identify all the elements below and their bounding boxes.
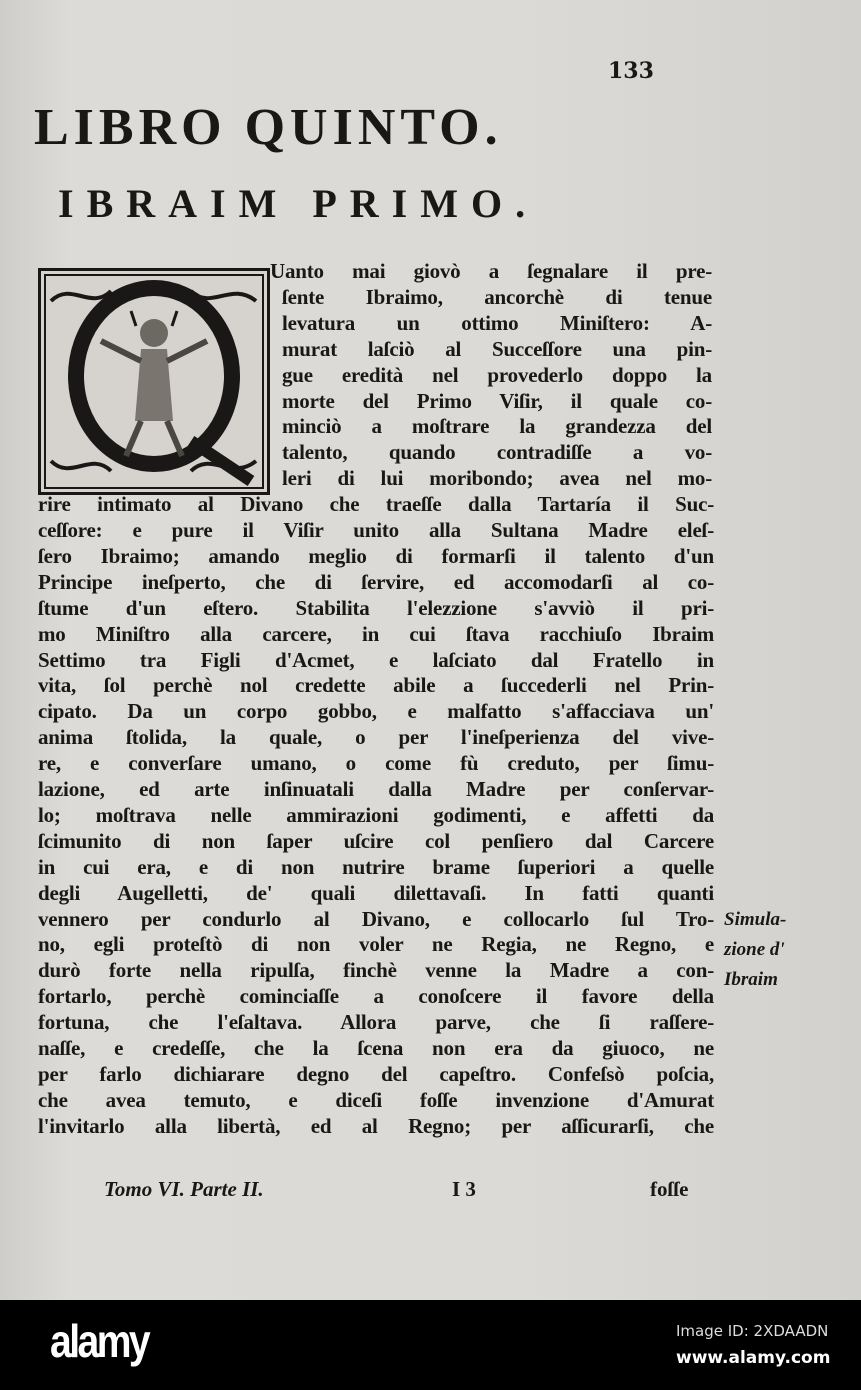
text-line: lo; moſtrava nelle ammirazioni godimenti, e affetti da [38, 802, 714, 827]
text-line: durò forte nella ripulſa, finchè venne la Madre a con- [38, 958, 714, 983]
text-line: morte del Primo Viſir, il quale co- [282, 388, 712, 413]
text-line: vita, ſol perchè nol credette abile a ſuccederli nel Prin- [38, 673, 714, 698]
text-line: re, e converſare umano, o come fù creduto, per ſimu- [38, 751, 714, 776]
book-title: LIBRO QUINTO. [34, 99, 503, 156]
margin-note-line: Simula- [724, 909, 787, 930]
text-line: no, egli proteſtò di non voler ne Regia, ne Regno, e [38, 932, 714, 957]
text-line: gue eredità nel provederlo doppo la [282, 362, 712, 387]
image-id: Image ID: 2XDAADN [676, 1322, 829, 1340]
text-line: per farlo dichiarare degno del capeſtro. Confeſsò poſcia, [38, 1061, 714, 1086]
text-line: naſſe, e credeſſe, che la ſcena non era da giuoco, ne [38, 1036, 714, 1060]
page-number: 133 [608, 58, 654, 84]
margin-note-line: zione d' [724, 939, 785, 960]
site-url: www.alamy.com [676, 1348, 831, 1368]
text-line: minciò a moſtrare la grandezza del [282, 414, 712, 439]
chapter-title: IBRAIM PRIMO. [58, 181, 539, 226]
text-line: talento, quando contradiſſe a vo- [282, 440, 712, 465]
text-line: levatura un ottimo Miniſtero: A- [282, 310, 712, 335]
text-line: in cui era, e di non nutrire brame ſuperiori a quelle [38, 854, 714, 879]
text-line: vennero per condurlo al Divano, e collocarlo ſul Tro- [38, 906, 714, 931]
text-line: ſero Ibraimo; amando meglio di formarſi il talento d'un [38, 543, 714, 568]
text-line: ſcimunito di non ſaper uſcire col penſiero dal Carcere [38, 828, 714, 853]
text-line: fortarlo, perchè cominciaſſe a conoſcere il favore della [38, 984, 714, 1009]
text-line: rire intimato al Divano che traeſſe dalla Tartaría il Suc- [38, 492, 714, 517]
text-line: che avea temuto, e diceſi foſſe invenzione d'Amurat [38, 1087, 714, 1112]
ornamental-drop-cap [38, 268, 270, 495]
text-line: Principe ineſperto, che di ſervire, ed accomodarſi al co- [38, 569, 714, 594]
stock-watermark-bar [0, 1300, 861, 1390]
text-line: mo Miniſtro alla carcere, in cui ſtava racchiuſo Ibraim [38, 621, 714, 646]
margin-note [724, 905, 786, 995]
text-line: anima ſtolida, la quale, o per l'ineſperienza del vive- [38, 725, 714, 750]
text-line: degli Augelletti, de' quali dilettavaſi. In fatti quanti [38, 880, 714, 905]
text-line: ſtume d'un eſtero. Stabilita l'elezzione s'avviò il pri- [38, 595, 714, 620]
margin-note-line: Ibraim [724, 969, 778, 990]
text-line: lazione, ed arte inſinuatali dalla Madre per conſervar- [38, 777, 714, 801]
text-line: fortuna, che l'eſaltava. Allora parve, che ſi raſſere- [38, 1010, 714, 1035]
drop-cap-ornament-icon [41, 271, 267, 492]
footer-signature: I 3 [452, 1177, 476, 1201]
alamy-logo: alamy [50, 1315, 149, 1367]
text-line: Uanto mai giovò a ſegnalare il pre- [270, 259, 712, 283]
footer-volume: Tomo VI. Parte II. [104, 1177, 264, 1201]
text-line: ceſſore: e pure il Viſir unito alla Sultana Madre eleſ- [38, 518, 714, 542]
text-line: Settimo tra Figli d'Acmet, e laſciato dal Fratello in [38, 647, 714, 672]
footer-catchword: foſſe [650, 1177, 689, 1201]
text-line: cipato. Da un corpo gobbo, e malfatto s'affacciava un' [38, 699, 714, 724]
text-line: leri di lui moribondo; avea nel mo- [282, 466, 712, 491]
text-line: ſente Ibraimo, ancorchè di tenue [282, 284, 712, 309]
text-line: murat laſciò al Succeſſore una pin- [282, 336, 712, 361]
text-line: l'invitarlo alla libertà, ed al Regno; per aſſicurarſi, che [38, 1113, 714, 1138]
